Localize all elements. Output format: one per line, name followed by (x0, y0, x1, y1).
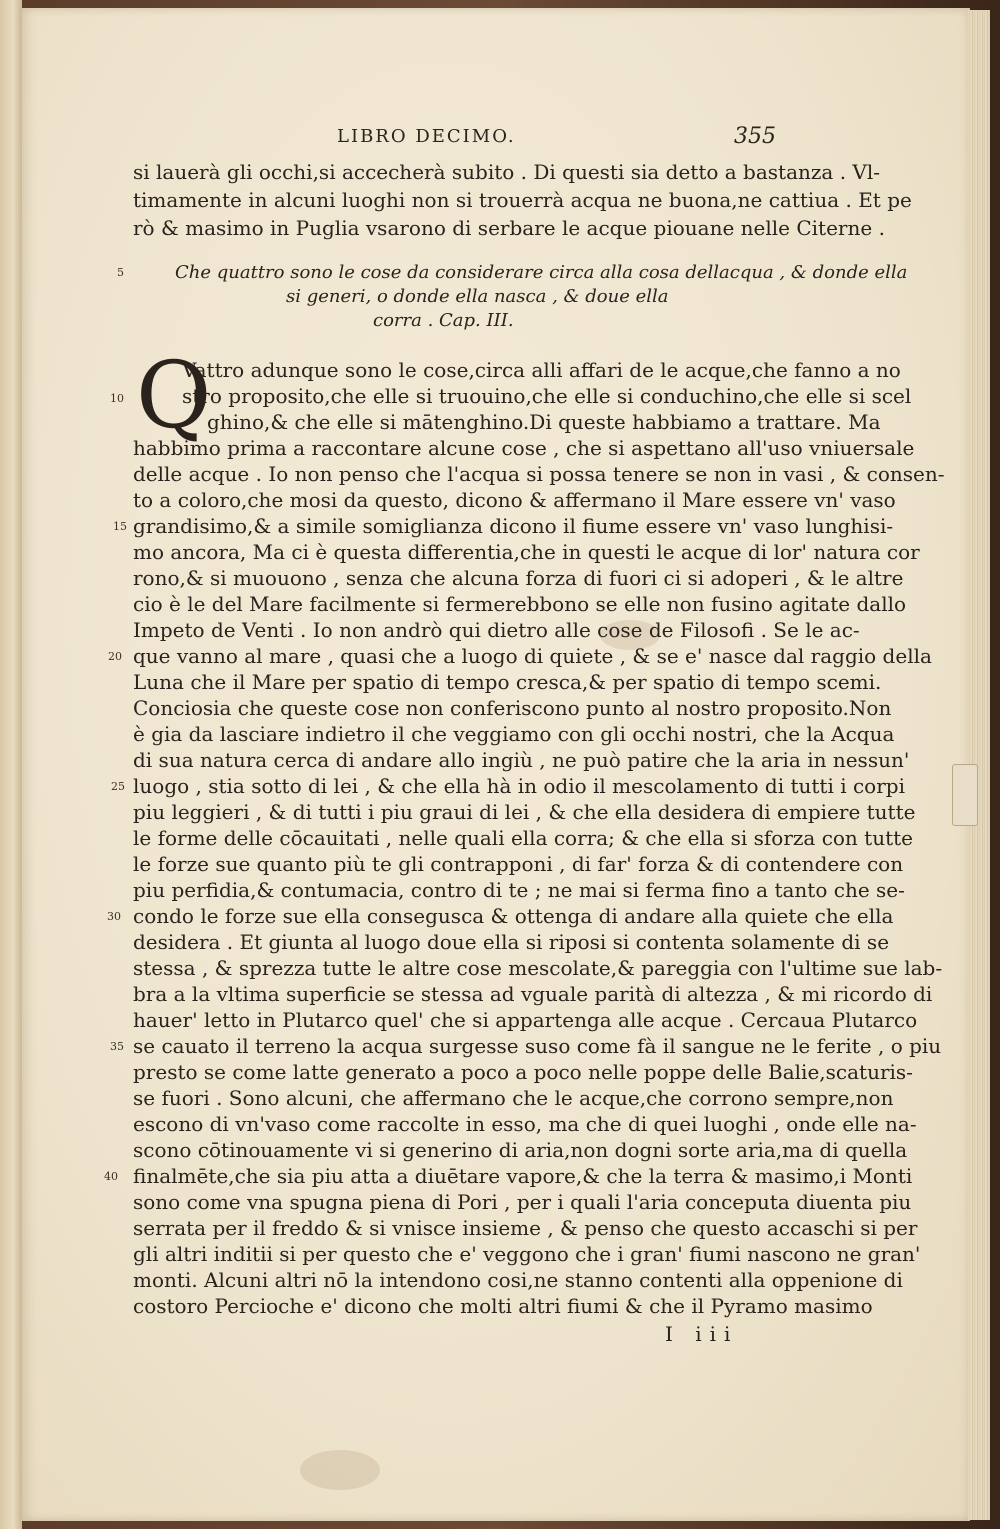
body-line: monti. Alcuni altri nō la intendono cosi,ne stanno contenti alla oppenione di (133, 1268, 903, 1292)
chapter-title-line: Che quattro sono le cose da considerare circa alla cosa dellacqua , & donde ella (175, 262, 908, 283)
body-line: piu perfidia,& contumacia, contro di te ; ne mai si ferma fino a tanto che se- (133, 878, 905, 902)
body-line: serrata per il freddo & si vnisce insieme , & penso che questo accaschi si per (133, 1216, 918, 1240)
body-line: stro proposito,che elle si truouino,che elle si conduchino,che elle si scel (182, 384, 912, 408)
running-title: LIBRO DECIMO. (337, 126, 516, 147)
body-line: sono come vna spugna piena di Pori , per i quali l'aria conceputa diuenta piu (133, 1190, 912, 1214)
line-number: 35 (110, 1040, 124, 1053)
body-line: luogo , stia sotto di lei , & che ella hà in odio il mescolamento di tutti i corpi (133, 774, 905, 798)
body-line: Vattro adunque sono le cose,circa alli affari de le acque,che fanno a no (182, 358, 901, 382)
body-line: Luna che il Mare per spatio di tempo cresca,& per spatio di tempo scemi. (133, 670, 882, 694)
intro-line: si lauerà gli occhi,si accecherà subito . Di questi sia detto a bastanza . Vl- (133, 160, 881, 184)
body-line: grandisimo,& a simile somiglianza dicono il fiume essere vn' vaso lunghisi- (133, 514, 894, 538)
line-number: 20 (108, 650, 122, 663)
body-line: piu leggieri , & di tutti i piu graui di lei , & che ella desidera di empiere tutte (133, 800, 916, 824)
body-line: finalmēte,che sia piu atta a diuētare vapore,& che la terra & masimo,i Monti (133, 1164, 913, 1188)
line-number: 30 (107, 910, 121, 923)
line-number: 10 (110, 392, 124, 405)
body-line: le forze sue quanto più te gli contrapponi , di far' forza & di contendere con (133, 852, 904, 876)
body-line: di sua natura cerca di andare allo ingiù , ne può patire che la aria in nessun' (133, 748, 910, 772)
intro-line: rò & masimo in Puglia vsarono di serbare le acque piouane nelle Citerne . (133, 216, 885, 240)
body-line: delle acque . Io non penso che l'acqua si possa tenere se non in vasi , & consen- (133, 462, 945, 486)
bookmark-tab (952, 764, 978, 826)
body-line: presto se come latte generato a poco a poco nelle poppe delle Balie,scaturis- (133, 1060, 913, 1084)
page-number: 355 (734, 124, 776, 149)
line-number: 5 (117, 266, 124, 279)
body-line: stessa , & sprezza tutte le altre cose mescolate,& pareggia con l'ultime sue lab- (133, 956, 943, 980)
body-line: Conciosia che queste cose non conferiscono punto al nostro proposito.Non (133, 696, 892, 720)
line-number: 15 (113, 520, 127, 533)
body-line: habbimo prima a raccontare alcune cose , che si aspettano all'uso vniuersale (133, 436, 915, 460)
body-line: que vanno al mare , quasi che a luogo di quiete , & se e' nasce dal raggio della (133, 644, 932, 668)
body-line: se cauato il terreno la acqua surgesse suso come fà il sangue ne le ferite , o piu (133, 1034, 942, 1058)
body-line: gli altri inditii si per questo che e' veggono che i gran' fiumi nascono ne gran' (133, 1242, 921, 1266)
body-line: scono cōtinouamente vi si generino di aria,non dogni sorte aria,ma di quella (133, 1138, 908, 1162)
body-line: costoro Percioche e' dicono che molti altri fiumi & che il Pyramo masimo (133, 1294, 873, 1318)
body-line: desidera . Et giunta al luogo doue ella si riposi si contenta solamente di se (133, 930, 890, 954)
body-line: condo le forze sue ella consegusca & ottenga di andare alla quiete che ella (133, 904, 894, 928)
stain (300, 1450, 380, 1490)
body-line: bra a la vltima superficie se stessa ad vguale parità di altezza , & mi ricordo di (133, 982, 933, 1006)
signature-mark: I iii (665, 1322, 739, 1346)
body-line: le forme delle cōcauitati , nelle quali ella corra; & che ella si sforza con tutte (133, 826, 913, 850)
body-line: mo ancora, Ma ci è questa differentia,che in questi le acque di lor' natura cor (133, 540, 920, 564)
body-line: escono di vn'vaso come raccolte in esso, ma che di quei luoghi , onde elle na- (133, 1112, 917, 1136)
body-line: è gia da lasciare indietro il che veggiamo con gli occhi nostri, che la Acqua (133, 722, 895, 746)
body-line: cio è le del Mare facilmente si fermerebbono se elle non fusino agitate dallo (133, 592, 907, 616)
chapter-title-line: si generi, o donde ella nasca , & doue ella (286, 286, 669, 307)
body-line: Impeto de Venti . Io non andrò qui dietro alle cose de Filosofi . Se le ac- (133, 618, 860, 642)
facing-page-edge (0, 0, 22, 1529)
line-number: 25 (111, 780, 125, 793)
intro-line: timamente in alcuni luoghi non si trouerrà acqua ne buona,ne cattiua . Et pe (133, 188, 912, 212)
body-line: to a coloro,che mosi da questo, dicono & affermano il Mare essere vn' vaso (133, 488, 896, 512)
body-line: ghino,& che elle si mātenghino.Di queste habbiamo a trattare. Ma (207, 410, 881, 434)
body-line: rono,& si muouono , senza che alcuna forza di fuori ci si adoperi , & le altre (133, 566, 904, 590)
drop-cap: Q (136, 342, 212, 449)
chapter-title-line: corra . Cap. III. (373, 310, 514, 331)
line-number: 40 (104, 1170, 118, 1183)
body-line: hauer' letto in Plutarco quel' che si appartenga alle acque . Cercaua Plutarco (133, 1008, 918, 1032)
body-line: se fuori . Sono alcuni, che affermano che le acque,che corrono sempre,non (133, 1086, 894, 1110)
